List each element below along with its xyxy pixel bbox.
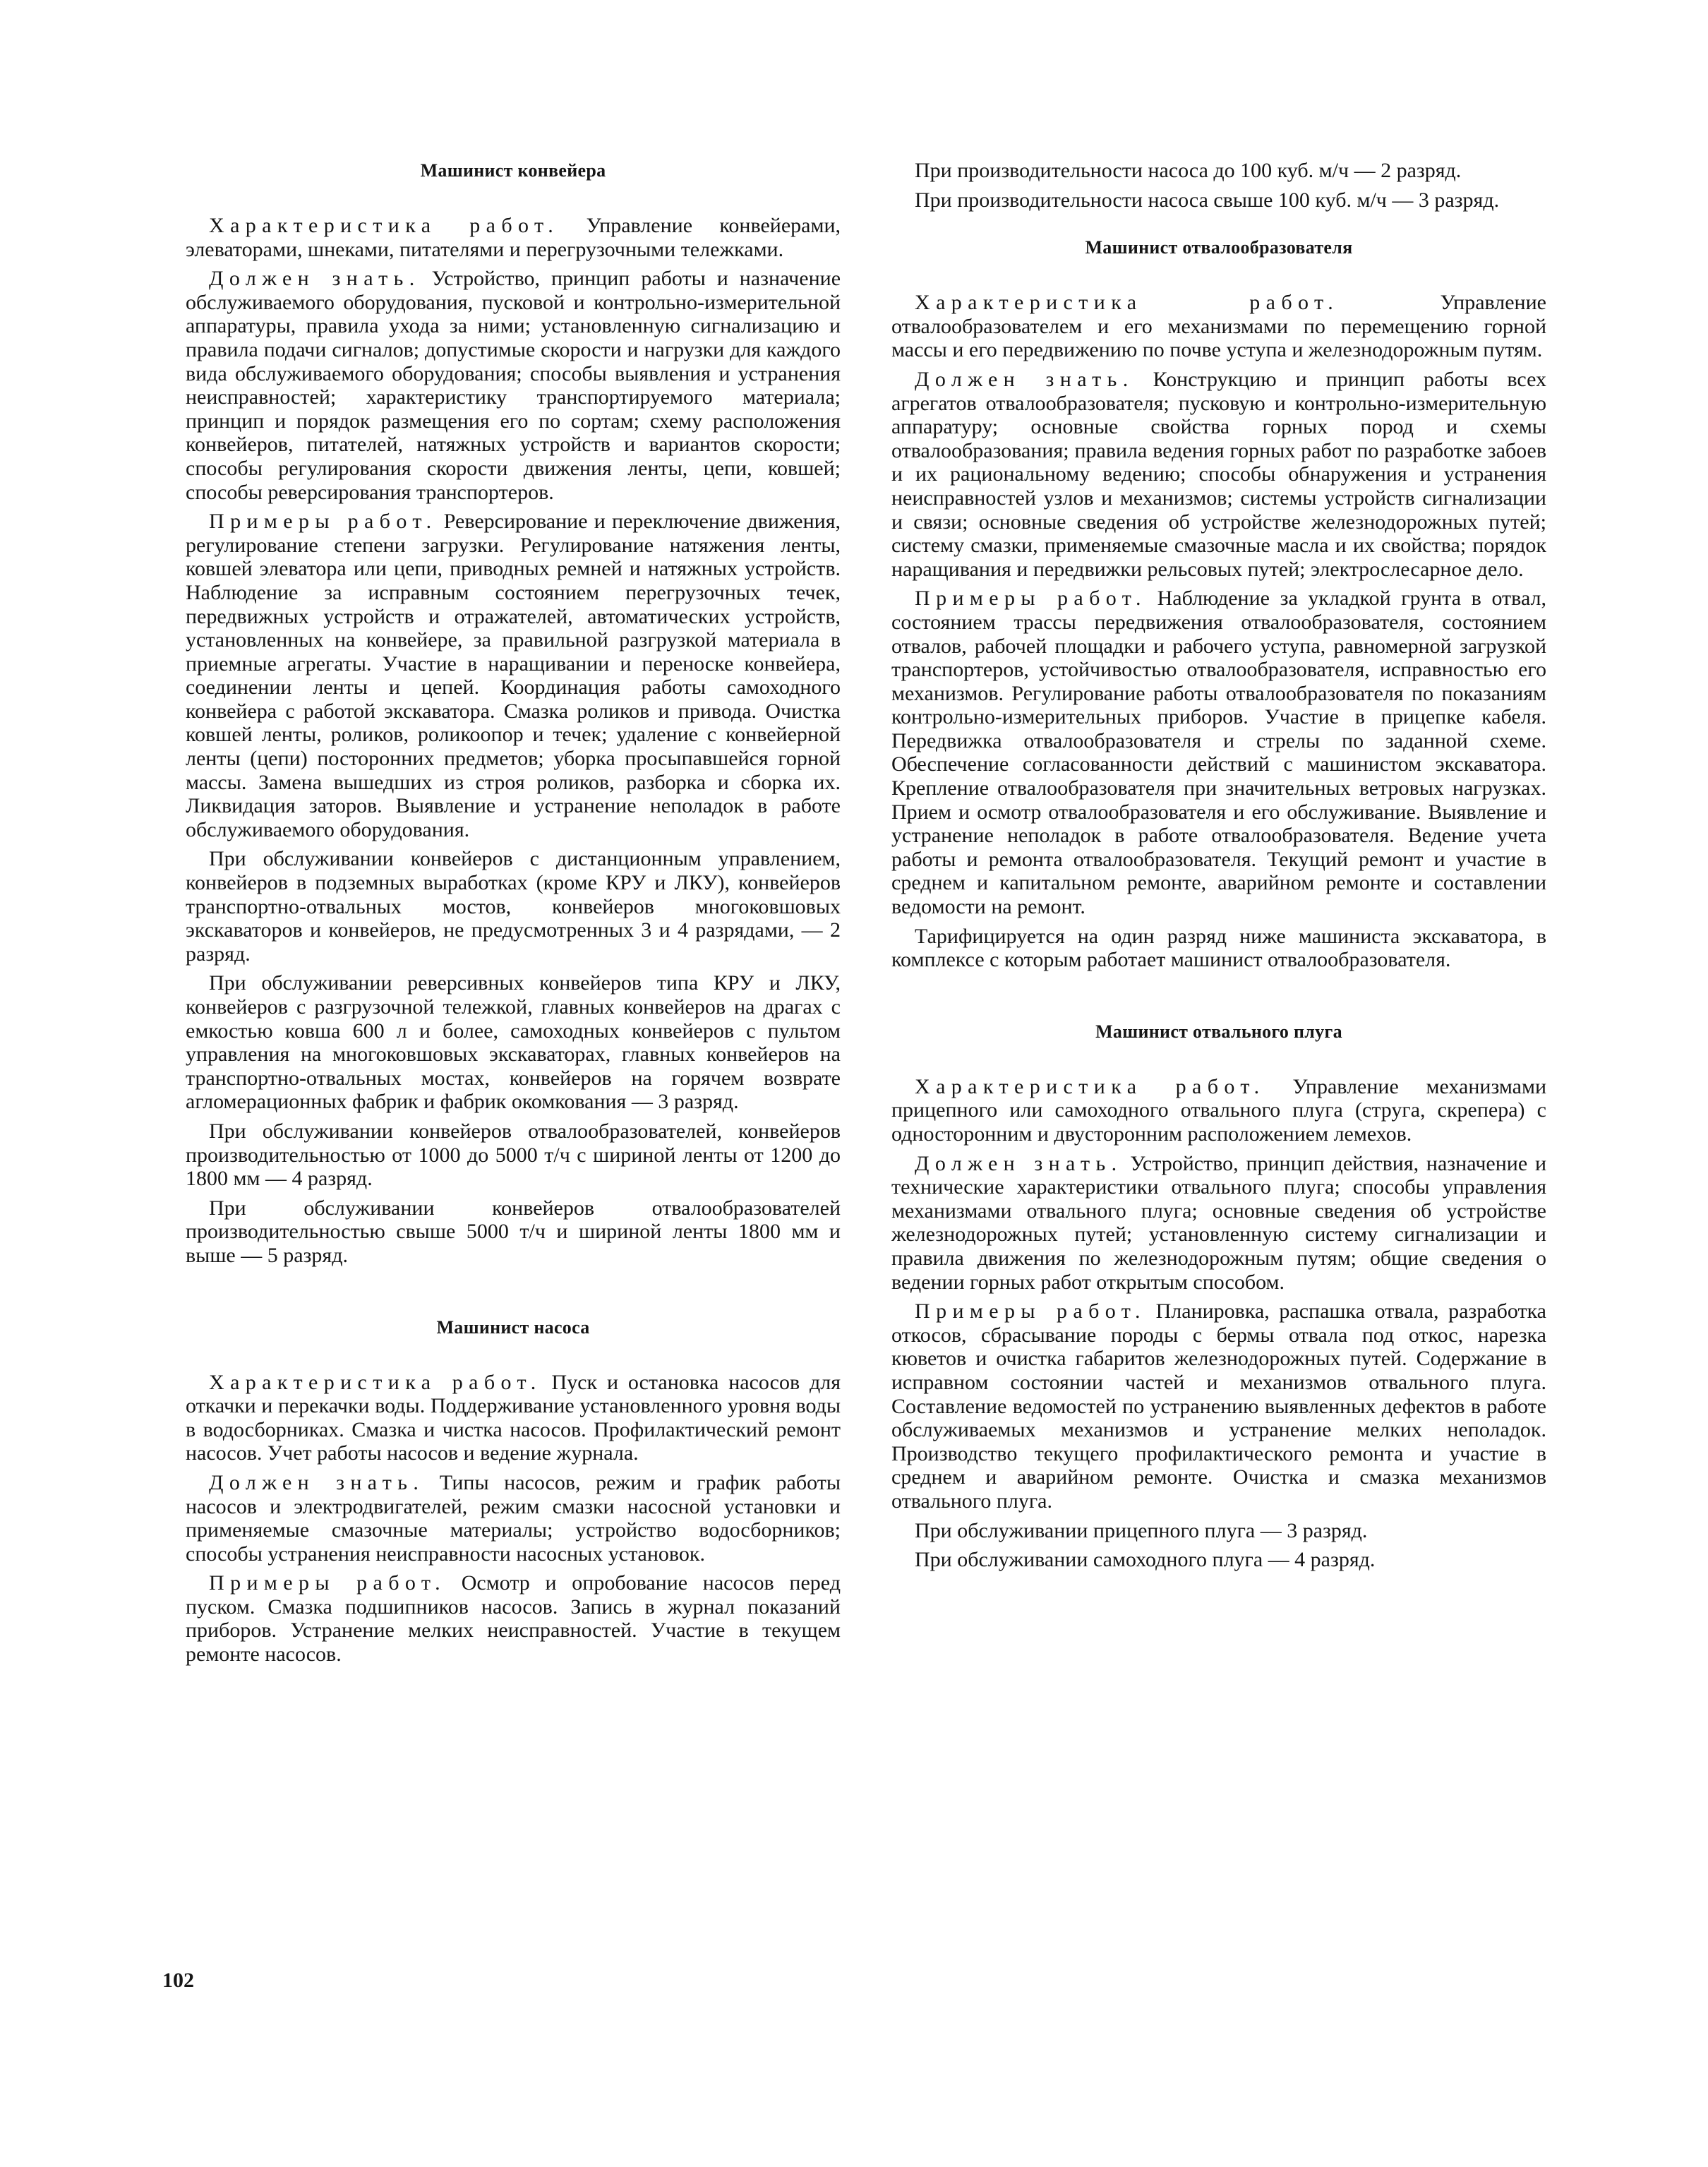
paragraph: При производительности насоса до 100 куб. м/ч — 2 разряд. (915, 159, 1462, 182)
paragraph (186, 510, 841, 841)
paragraph (891, 291, 1546, 362)
paragraph-label: Должен знать. (209, 1470, 425, 1494)
paragraph-text: Реверсирование и переключение движения, регулирование степени загрузки. Регулирование натяжения ленты, ковшей элеватора или цепи, приводных ремней и натяжных устройств. Наблюдение за исправным состоянием перегрузочных течек, передвижных устройств и отражателей, автоматических устройств, установленных на конвейере, за правильной разгрузкой материала в приемные агрегаты. Участие в наращивании и переноске конвейера, соединении ленты и цепей. Координация работы самоходного конвейера с работой экскаватора. Смазка роликов и привода. Очистка ковшей ленты, роликов, роликоопор и течек; удаление с конвейерной ленты (цепи) посторонних предметов; уборка просыпавшейся горной массы. Замена вышедших из строя роликов, разборка и сборка их. Ликвидация заторов. Выявление и устранение неполадок в работе обслуживаемого оборудования. (186, 510, 841, 841)
paragraph-text: Наблюдение за укладкой грунта в отвал, состоянием трассы передвижения отвалообразователя, состоянием отвалов, рабочей площадки и рабочего уступа, равномерной загрузкой транспортеров, устойчивостью отвалообразователя, исправностью его механизмов. Регулирование работы отвалообразователя по показаниям контрольно-измерительных приборов. Участие в прицепке кабеля. Передвижка отвалообразователя и стрелы по заданной схеме. Обеспечение согласованности действий с машинистом экскаватора. Крепление отвалообразователя при значительных ветровых нагрузках. Прием и осмотр отвалообразователя и его обслуживание. Выявление и устранение неполадок в работе отвалообразователя. Ведение учета работы и ремонта отвалообразователя. Текущий ремонт и участие в среднем и капитальном ремонте, аварийном ремонте и составлении ведомости на ремонт. (891, 587, 1546, 919)
paragraph (891, 587, 1546, 918)
paragraph-label: Должен знать. (915, 367, 1134, 391)
paragraph (186, 1471, 841, 1566)
spacer (891, 217, 1546, 236)
paragraph-label: Характеристика работ. (915, 1074, 1265, 1098)
paragraph-label: Примеры работ. (209, 510, 438, 534)
paragraph-text: Управление отвалообразователем и его механизмами по перемещению горной массы и его передвижению по почве уступа и железнодорожным путям. (891, 291, 1546, 362)
spacer (186, 1273, 841, 1316)
paragraph-text: Управление конвейерами, элеваторами, шнеками, питателями и перегрузочными тележками. (186, 214, 841, 261)
section-title-spreader-operator: Машинист отвалообразователя (1085, 237, 1353, 258)
left-column (186, 159, 841, 1672)
paragraph-text: Осмотр и опробование насосов перед пуском. Смазка подшипников насосов. Запись в журнал показаний приборов. Устранение мелких неисправностей. Участие в текущем ремонте насосов. (186, 1571, 841, 1667)
paragraph: При обслуживании реверсивных конвейеров типа КРУ и ЛКУ, конвейеров с разгрузочной тележкой, главных конвейеров на драгах с емкостью ковша 600 л и более, самоходных конвейеров с пультом управления на многоковшовых экскаваторах, главных конвейеров на транспортно-отвальных мостах, конвейеров на горячем возврате агломерационных фабрик и фабрик окомкования — 3 разряд. (186, 971, 841, 1114)
paragraph-text: Устройство, принцип действия, назначение и технические характеристики отвального плуга; способы управления механизмами отвального плуга; основные сведения об устройстве железнодорожных путей; установленную систему сигнализации и правила движения по железнодорожным путям; общие сведения о ведении горных работ открытым способом. (891, 1151, 1546, 1294)
paragraph (891, 1075, 1546, 1146)
paragraph (891, 1299, 1546, 1513)
paragraph (891, 1152, 1546, 1295)
spacer (891, 978, 1546, 1020)
paragraph: При обслуживании прицепного плуга — 3 разряд. (915, 1518, 1368, 1542)
paragraph-text: Устройство, принцип работы и назначение обслуживаемого оборудования, пусковой и контрольно-измерительной аппаратуры, правила ухода за ними; установленную сигнализацию и правила подачи сигналов; допустимые скорости и нагрузки для каждого вида обслуживаемого оборудования; способы выявления и устранения неисправностей; характеристику транспортируемого материала; принцип и порядок размещения его по сортам; схему расположения конвейеров, питателей, натяжных устройств и вариантов скорости; способы регулирования скорости движения ленты, цепи, ковшей; способы реверсирования транспортеров. (186, 267, 841, 504)
section-title-pump-operator: Машинист насоса (436, 1316, 590, 1338)
paragraph (891, 368, 1546, 581)
paragraph-text: Пуск и остановка насосов для откачки и перекачки воды. Поддерживание установленного уровня воды в водосборниках. Смазка и чистка насосов. Профилактический ремонт насосов. Учет работы насосов и ведение журнала. (186, 1370, 841, 1465)
paragraph-text: Типы насосов, режим и график работы насосов и электродвигателей, режим смазки насосной установки и применяемые смазочные материалы; устройство водосборников; способы устранения неисправности насосных установок. (186, 1470, 841, 1566)
paragraph-label: Примеры работ. (915, 1299, 1146, 1323)
right-column (891, 159, 1546, 1578)
page-number: 102 (162, 1969, 194, 1992)
paragraph: При обслуживании конвейеров отвалообразователей, конвейеров производительностью от 1000 до 5000 т/ч с шириной ленты от 1200 до 1800 мм — 4 разряд. (186, 1119, 841, 1191)
paragraph-text: Планировка, распашка отвала, разработка откосов, сбрасывание породы с бермы отвала под откос, нарезка кюветов и очистка габаритов железнодорожных путей. Содержание в исправном состоянии частей и механизмов отвального плуга. Составление ведомостей по устранению выявленных дефектов в работе обслуживаемых механизмов и устранение мелких неполадок. Производство текущего профилактического ремонта и участие в среднем и аварийном ремонте. Очистка и смазка механизмов отвального плуга. (891, 1299, 1547, 1513)
paragraph: При производительности насоса свыше 100 куб. м/ч — 3 разряд. (915, 188, 1500, 212)
paragraph-label: Примеры работ. (209, 1571, 447, 1595)
paragraph-label: Примеры работ. (915, 587, 1147, 611)
paragraph-text: Управление механизмами прицепного или самоходного отвального плуга (струга, скрепера) с односторонним и двусторонним расположением лемехов. (891, 1074, 1547, 1146)
paragraph-label: Должен знать. (209, 267, 421, 291)
paragraph: При обслуживании конвейеров отвалообразователей производительностью свыше 5000 т/ч и шириной ленты 1800 мм и выше — 5 разряд. (186, 1196, 841, 1267)
paragraph-label: Должен знать. (915, 1151, 1123, 1175)
section-title-conveyor-operator: Машинист конвейера (420, 160, 606, 181)
paragraph-label: Характеристика работ. (915, 291, 1340, 315)
paragraph (186, 1571, 841, 1666)
paragraph: Тарифицируется на один разряд ниже машиниста экскаватора, в комплексе с которым работает машинист отвалообразователя. (891, 924, 1546, 972)
paragraph (186, 214, 841, 261)
section-title-dump-plough-operator: Машинист отвального плуга (1095, 1021, 1342, 1042)
paragraph-text: Конструкцию и принцип работы всех агрегатов отвалообразователя; пусковую и контрольно-измерительную аппаратуру; основные свойства горных пород и схемы отвалообразования; правила ведения горных работ по разработке забоев и их рациональному ведению; способы обнаружения и устранения неисправностей узлов и механизмов; системы устройств сигнализации и связи; основные сведения об устройстве железнодорожных путей; систему смазки, применяемые смазочные масла и их свойства; порядок наращивания и передвижки рельсовых путей; электрослесарное дело. (891, 367, 1546, 581)
paragraph-label: Характеристика работ. (209, 1370, 542, 1394)
paragraph (186, 1371, 841, 1465)
paragraph (186, 267, 841, 504)
paragraph: При обслуживании самоходного плуга — 4 разряд. (915, 1548, 1376, 1572)
paragraph-label: Характеристика работ. (209, 214, 560, 237)
paragraph: При обслуживании конвейеров с дистанционным управлением, конвейеров в подземных выработках (кроме КРУ и ЛКУ), конвейеров транспортно-отвальных мостов, конвейеров многоковшовых экскаваторов и конвейеров, не предусмотренных 3 и 4 разрядами, — 2 разряд. (186, 847, 841, 966)
